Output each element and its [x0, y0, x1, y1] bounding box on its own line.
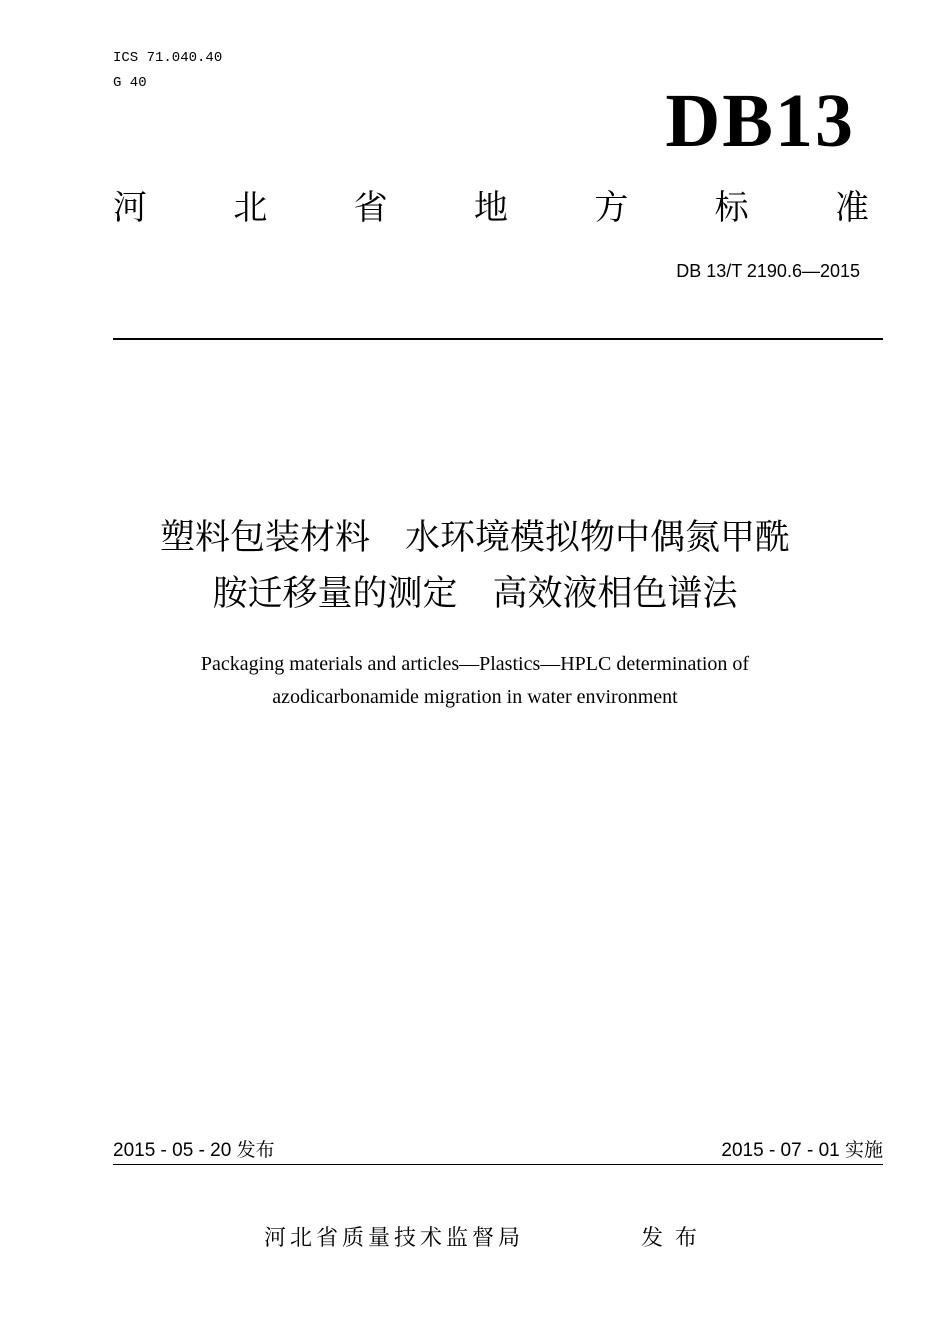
standard-type-char: 省	[353, 188, 388, 228]
standard-type-heading	[113, 186, 869, 230]
ics-code: ICS 71.040.40	[113, 50, 223, 66]
issue-date: 2015 - 05 - 20 发布	[113, 1140, 275, 1161]
standard-type-char: 地	[473, 188, 508, 228]
standard-type-char: 标	[714, 188, 749, 228]
standard-type-char: 准	[834, 188, 869, 228]
standard-type-char: 方	[594, 188, 629, 228]
standard-number: DB 13/T 2190.6—2015	[676, 261, 860, 281]
header-divider	[113, 338, 883, 340]
title-english-line-2: azodicarbonamide migration in water environment	[272, 686, 678, 708]
title-english-line-1: Packaging materials and articles—Plastics—HPLC determination of	[200, 653, 750, 675]
standard-type-char: 北	[233, 188, 268, 228]
issuing-authority: 河北省质量技术监督局	[264, 1226, 525, 1251]
title-chinese-line-1: 塑料包装材料 水环境模拟物中偶氮甲酰	[159, 518, 790, 558]
implementation-date: 2015 - 07 - 01 实施	[721, 1140, 883, 1161]
standard-type-char: 河	[113, 188, 147, 228]
standard-code-logo: DB13	[665, 79, 855, 163]
footer-divider	[113, 1164, 883, 1165]
classification-code: G 40	[113, 75, 147, 91]
title-chinese-line-2: 胺迁移量的测定 高效液相色谱法	[212, 574, 738, 614]
issuing-authority-suffix: 发布	[641, 1226, 710, 1251]
